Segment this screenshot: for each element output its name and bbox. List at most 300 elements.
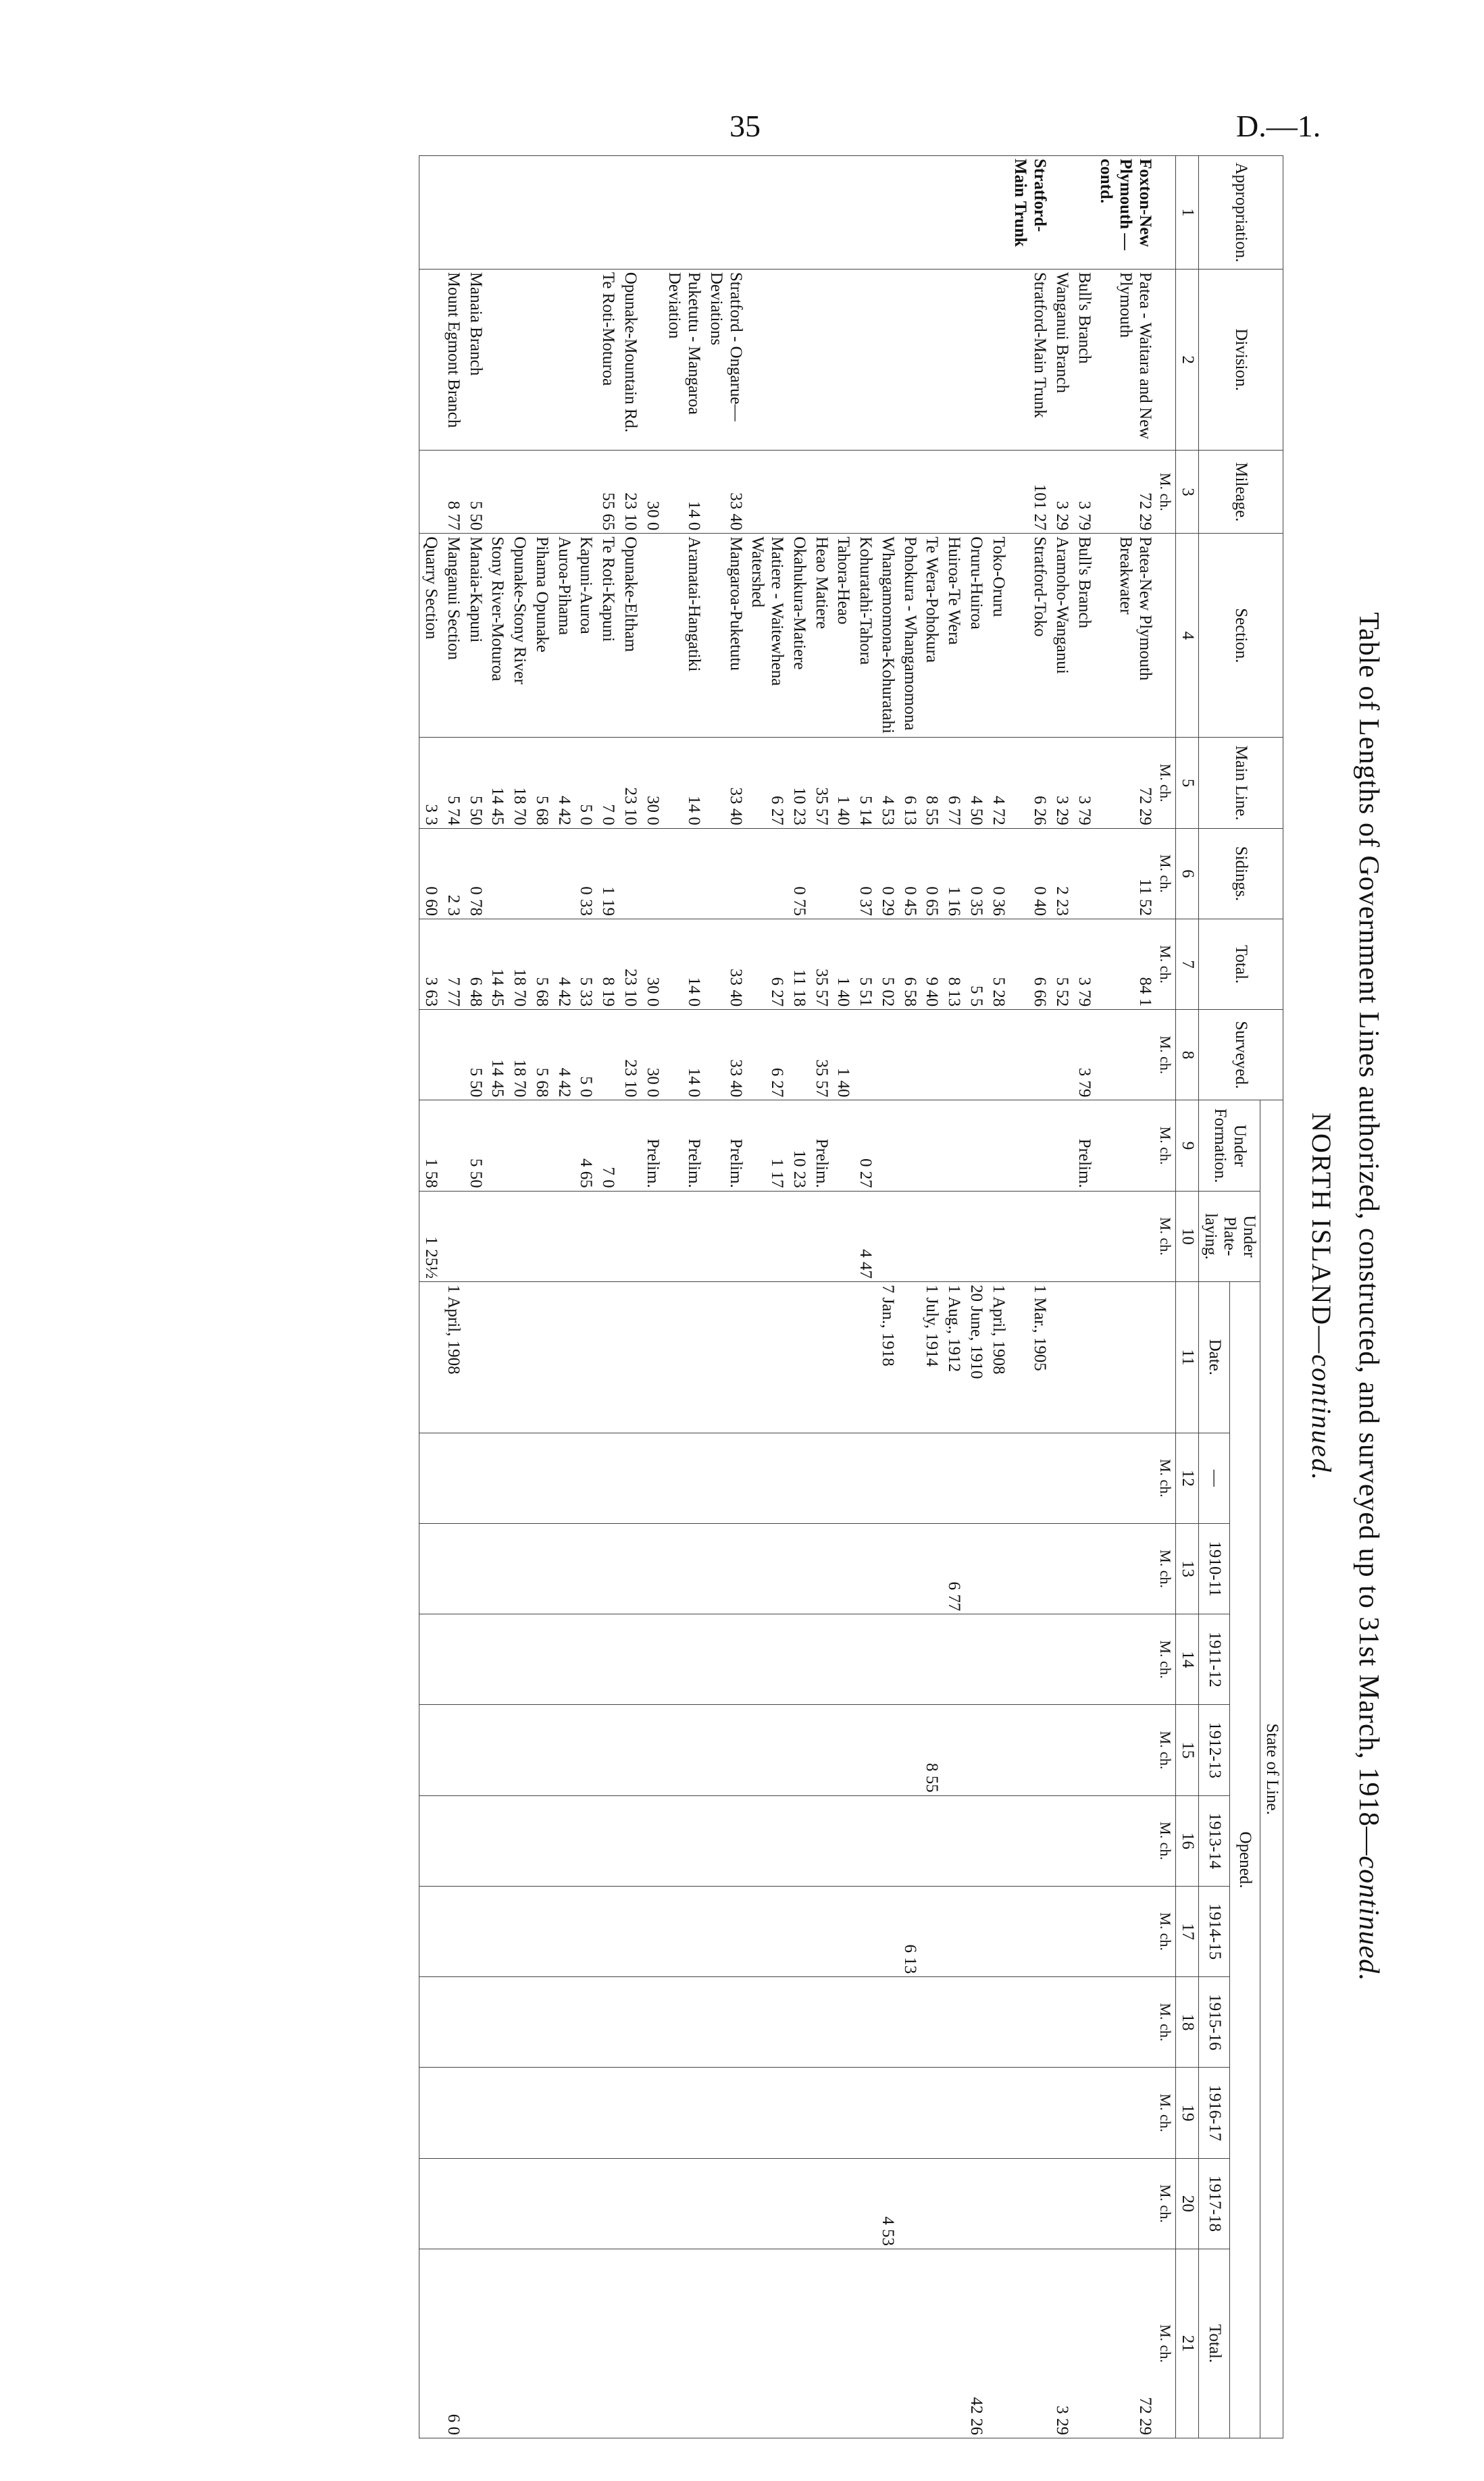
cell-col-8 xyxy=(876,1010,898,1100)
cell-col-16 xyxy=(486,1795,509,1886)
cell-col-14 xyxy=(746,1614,788,1705)
cell-col-16 xyxy=(832,1795,854,1886)
cell-col-3 xyxy=(486,451,509,534)
cell-col-9: 1 17 xyxy=(746,1100,788,1191)
cell-col-2: Patea - Waitara and New Plymouth xyxy=(1095,269,1156,451)
cell-col-4: Tahora-Heao xyxy=(832,534,854,738)
cell-col-11 xyxy=(746,1281,788,1433)
unit-label xyxy=(1156,156,1176,270)
cell-col-8 xyxy=(788,1010,810,1100)
cell-col-8 xyxy=(1009,1010,1051,1100)
cell-col-15 xyxy=(1073,1705,1095,1795)
unit-label xyxy=(1156,1281,1176,1433)
cell-col-10 xyxy=(464,1191,486,1281)
cell-col-14 xyxy=(876,1614,898,1705)
header-1911-12: 1911-12 xyxy=(1199,1614,1230,1705)
cell-col-16 xyxy=(705,1795,746,1886)
cell-col-8: 14 45 xyxy=(486,1010,509,1100)
cell-col-14 xyxy=(810,1614,832,1705)
cell-col-21 xyxy=(810,2249,832,2438)
cell-col-18 xyxy=(1009,1977,1051,2068)
cell-col-1: Stratford-Main Trunk xyxy=(1009,156,1051,270)
cell-col-4: Auroa-Pihama xyxy=(553,534,575,738)
cell-col-19 xyxy=(442,2068,464,2158)
cell-col-5: 5 0 xyxy=(575,738,597,828)
cell-col-20 xyxy=(1095,2158,1156,2249)
cell-col-13 xyxy=(596,1523,619,1614)
cell-col-21 xyxy=(705,2249,746,2438)
cell-col-17 xyxy=(575,1886,597,1976)
cell-col-16 xyxy=(854,1795,876,1886)
table-title-continued: continued. xyxy=(1353,1856,1384,1982)
cell-col-20 xyxy=(898,2158,921,2249)
cell-col-19 xyxy=(663,2068,705,2158)
cell-col-20 xyxy=(530,2158,553,2249)
cell-col-1 xyxy=(965,156,987,270)
cell-col-17 xyxy=(705,1886,746,1976)
cell-col-18 xyxy=(1095,1977,1156,2068)
cell-col-5: 6 27 xyxy=(746,738,788,828)
cell-col-1 xyxy=(641,156,663,270)
cell-col-15 xyxy=(596,1705,619,1795)
cell-col-2 xyxy=(832,269,854,451)
unit-label: M. ch. xyxy=(1156,1433,1176,1523)
cell-col-9: Prelim. xyxy=(810,1100,832,1191)
cell-col-18 xyxy=(987,1977,1009,2068)
cell-col-14 xyxy=(442,1614,464,1705)
cell-col-11 xyxy=(596,1281,619,1433)
cell-col-14 xyxy=(942,1614,965,1705)
cell-col-9 xyxy=(1009,1100,1051,1191)
table-title xyxy=(1352,155,1385,2438)
cell-col-18 xyxy=(788,1977,810,2068)
cell-col-11 xyxy=(832,1281,854,1433)
cell-col-11: 7 Jan., 1918 xyxy=(876,1281,898,1433)
cell-col-3 xyxy=(746,451,788,534)
column-number: 19 xyxy=(1176,2068,1199,2158)
page-number: 35 xyxy=(730,109,761,143)
cell-col-13 xyxy=(1095,1523,1156,1614)
cell-col-20: 4 53 xyxy=(876,2158,898,2249)
cell-col-4: Kohuratahi-Tahora xyxy=(854,534,876,738)
header-1917-18: 1917-18 xyxy=(1199,2158,1230,2249)
cell-col-7: 3 79 xyxy=(1073,919,1095,1009)
cell-col-18 xyxy=(876,1977,898,2068)
cell-col-15 xyxy=(788,1705,810,1795)
cell-col-14 xyxy=(553,1614,575,1705)
cell-col-19 xyxy=(596,2068,619,2158)
cell-col-18 xyxy=(854,1977,876,2068)
cell-col-15 xyxy=(854,1705,876,1795)
cell-col-6 xyxy=(663,828,705,919)
cell-col-6 xyxy=(553,828,575,919)
column-number: 17 xyxy=(1176,1886,1199,1976)
column-number: 10 xyxy=(1176,1191,1199,1281)
cell-col-5: 14 0 xyxy=(663,738,705,828)
cell-col-12 xyxy=(965,1433,987,1523)
cell-col-12 xyxy=(464,1433,486,1523)
cell-col-9 xyxy=(987,1100,1009,1191)
cell-col-20 xyxy=(663,2158,705,2249)
cell-col-12 xyxy=(898,1433,921,1523)
cell-col-7: 5 52 xyxy=(1050,919,1073,1009)
cell-col-18 xyxy=(442,1977,464,2068)
cell-col-11 xyxy=(464,1281,486,1433)
header-dash: — xyxy=(1199,1433,1230,1523)
cell-col-6: 1 16 xyxy=(942,828,965,919)
cell-col-7: 6 66 xyxy=(1009,919,1051,1009)
column-number: 4 xyxy=(1176,534,1199,738)
cell-col-7: 18 70 xyxy=(508,919,530,1009)
cell-col-15 xyxy=(832,1705,854,1795)
cell-col-20 xyxy=(419,2158,442,2249)
cell-col-10 xyxy=(596,1191,619,1281)
cell-col-9: 4 65 xyxy=(575,1100,597,1191)
cell-col-16 xyxy=(876,1795,898,1886)
cell-col-7: 5 28 xyxy=(987,919,1009,1009)
cell-col-10 xyxy=(1073,1191,1095,1281)
cell-col-4: Oruru-Huiroa xyxy=(965,534,987,738)
cell-col-21 xyxy=(575,2249,597,2438)
cell-col-14 xyxy=(575,1614,597,1705)
cell-col-3: 8 77 xyxy=(442,451,464,534)
cell-col-20 xyxy=(746,2158,788,2249)
cell-col-20 xyxy=(464,2158,486,2249)
cell-col-11 xyxy=(1050,1281,1073,1433)
column-number: 11 xyxy=(1176,1281,1199,1433)
cell-col-4: Okahukura-Matiere xyxy=(788,534,810,738)
cell-col-17 xyxy=(921,1886,943,1976)
column-number: 16 xyxy=(1176,1795,1199,1886)
column-number: 5 xyxy=(1176,738,1199,828)
cell-col-11 xyxy=(854,1281,876,1433)
table-row xyxy=(876,156,898,2438)
cell-col-7: 5 51 xyxy=(854,919,876,1009)
cell-col-1 xyxy=(442,156,464,270)
cell-col-5: 6 26 xyxy=(1009,738,1051,828)
cell-col-4: Te Wera-Pohokura xyxy=(921,534,943,738)
cell-col-9: 7 0 xyxy=(596,1100,619,1191)
cell-col-8: 18 70 xyxy=(508,1010,530,1100)
cell-col-18 xyxy=(921,1977,943,2068)
cell-col-19 xyxy=(419,2068,442,2158)
cell-col-7: 14 0 xyxy=(663,919,705,1009)
cell-col-13 xyxy=(898,1523,921,1614)
cell-col-14 xyxy=(788,1614,810,1705)
cell-col-2 xyxy=(854,269,876,451)
cell-col-17 xyxy=(1095,1886,1156,1976)
cell-col-21 xyxy=(746,2249,788,2438)
cell-col-10 xyxy=(553,1191,575,1281)
column-number: 1 xyxy=(1176,156,1199,270)
cell-col-19 xyxy=(705,2068,746,2158)
cell-col-3 xyxy=(987,451,1009,534)
cell-col-20 xyxy=(810,2158,832,2249)
cell-col-6: 0 37 xyxy=(854,828,876,919)
cell-col-8 xyxy=(596,1010,619,1100)
table-row xyxy=(530,156,553,2438)
cell-col-19 xyxy=(832,2068,854,2158)
cell-col-3 xyxy=(553,451,575,534)
cell-col-21 xyxy=(508,2249,530,2438)
cell-col-16 xyxy=(575,1795,597,1886)
cell-col-10 xyxy=(810,1191,832,1281)
cell-col-1 xyxy=(1050,156,1073,270)
cell-col-13 xyxy=(987,1523,1009,1614)
cell-col-3 xyxy=(898,451,921,534)
cell-col-4: Manaia-Kapuni xyxy=(464,534,486,738)
cell-col-13 xyxy=(553,1523,575,1614)
cell-col-19 xyxy=(575,2068,597,2158)
table-row xyxy=(663,156,705,2438)
cell-col-11 xyxy=(810,1281,832,1433)
cell-col-7: 4 42 xyxy=(553,919,575,1009)
cell-col-15 xyxy=(641,1705,663,1795)
cell-col-1 xyxy=(705,156,746,270)
column-number: 2 xyxy=(1176,269,1199,451)
table-row xyxy=(508,156,530,2438)
cell-col-2 xyxy=(876,269,898,451)
cell-col-4: Te Roti-Kapuni xyxy=(596,534,619,738)
cell-col-3: 33 40 xyxy=(705,451,746,534)
cell-col-6: 0 60 xyxy=(419,828,442,919)
cell-col-18 xyxy=(663,1977,705,2068)
header-under-platelaying: Under Plate-laying. xyxy=(1199,1191,1260,1281)
cell-col-20 xyxy=(987,2158,1009,2249)
header-section: Section. xyxy=(1199,534,1283,738)
cell-col-8: 1 40 xyxy=(832,1010,854,1100)
cell-col-14 xyxy=(530,1614,553,1705)
cell-col-21 xyxy=(921,2249,943,2438)
cell-col-8 xyxy=(987,1010,1009,1100)
cell-col-19 xyxy=(854,2068,876,2158)
cell-col-13 xyxy=(486,1523,509,1614)
cell-col-12 xyxy=(876,1433,898,1523)
cell-col-21 xyxy=(464,2249,486,2438)
cell-col-21 xyxy=(1009,2249,1051,2438)
table-row xyxy=(965,156,987,2438)
cell-col-16 xyxy=(788,1795,810,1886)
cell-col-1 xyxy=(464,156,486,270)
cell-col-7: 1 40 xyxy=(832,919,854,1009)
table-row xyxy=(1073,156,1095,2438)
cell-col-7: 5 5 xyxy=(965,919,987,1009)
cell-col-5: 4 53 xyxy=(876,738,898,828)
cell-col-13 xyxy=(508,1523,530,1614)
cell-col-3 xyxy=(832,451,854,534)
cell-col-1 xyxy=(486,156,509,270)
header-1912-13: 1912-13 xyxy=(1199,1705,1230,1795)
unit-label xyxy=(1156,269,1176,451)
cell-col-18 xyxy=(1073,1977,1095,2068)
cell-col-15 xyxy=(810,1705,832,1795)
cell-col-1 xyxy=(575,156,597,270)
cell-col-4: Opunake-Stony River xyxy=(508,534,530,738)
cell-col-16 xyxy=(596,1795,619,1886)
cell-col-1 xyxy=(553,156,575,270)
cell-col-5: 5 68 xyxy=(530,738,553,828)
cell-col-14 xyxy=(619,1614,641,1705)
unit-label: M. ch. xyxy=(1156,919,1176,1009)
cell-col-15 xyxy=(942,1705,965,1795)
unit-label: M. ch. xyxy=(1156,1977,1176,2068)
cell-col-12 xyxy=(1073,1433,1095,1523)
header-total: Total. xyxy=(1199,919,1283,1009)
cell-col-19 xyxy=(1095,2068,1156,2158)
cell-col-18 xyxy=(1050,1977,1073,2068)
cell-col-12 xyxy=(663,1433,705,1523)
table-row xyxy=(921,156,943,2438)
cell-col-21 xyxy=(987,2249,1009,2438)
header-sidings: Sidings. xyxy=(1199,828,1283,919)
cell-col-5: 1 40 xyxy=(832,738,854,828)
cell-col-6: 0 65 xyxy=(921,828,943,919)
cell-col-13 xyxy=(464,1523,486,1614)
column-number: 8 xyxy=(1176,1010,1199,1100)
cell-col-5: 5 74 xyxy=(442,738,464,828)
cell-col-3 xyxy=(854,451,876,534)
cell-col-19 xyxy=(1050,2068,1073,2158)
cell-col-19 xyxy=(987,2068,1009,2158)
cell-col-10 xyxy=(1050,1191,1073,1281)
cell-col-2 xyxy=(810,269,832,451)
cell-col-7: 5 33 xyxy=(575,919,597,1009)
unit-row xyxy=(1156,156,1176,2438)
cell-col-16 xyxy=(942,1795,965,1886)
cell-col-12 xyxy=(419,1433,442,1523)
cell-col-4: Manganui Section xyxy=(442,534,464,738)
cell-col-13 xyxy=(1009,1523,1051,1614)
cell-col-16 xyxy=(1073,1795,1095,1886)
cell-col-5: 7 0 xyxy=(596,738,619,828)
cell-col-15 xyxy=(898,1705,921,1795)
cell-col-3: 3 79 xyxy=(1073,451,1095,534)
header-under-formation: Under Formation. xyxy=(1199,1100,1260,1191)
cell-col-3 xyxy=(788,451,810,534)
cell-col-9: Prelim. xyxy=(705,1100,746,1191)
cell-col-12 xyxy=(832,1433,854,1523)
cell-col-17 xyxy=(987,1886,1009,1976)
cell-col-1 xyxy=(987,156,1009,270)
cell-col-20 xyxy=(641,2158,663,2249)
cell-col-15 xyxy=(663,1705,705,1795)
cell-col-19 xyxy=(746,2068,788,2158)
cell-col-2 xyxy=(486,269,509,451)
cell-col-5: 4 50 xyxy=(965,738,987,828)
cell-col-19 xyxy=(486,2068,509,2158)
cell-col-17 xyxy=(1073,1886,1095,1976)
cell-col-6: 0 36 xyxy=(987,828,1009,919)
column-number: 7 xyxy=(1176,919,1199,1009)
cell-col-12 xyxy=(746,1433,788,1523)
cell-col-13 xyxy=(575,1523,597,1614)
cell-col-15 xyxy=(575,1705,597,1795)
cell-col-16 xyxy=(530,1795,553,1886)
unit-label: M. ch. xyxy=(1156,1886,1176,1976)
cell-col-21 xyxy=(942,2249,965,2438)
cell-col-8: 3 79 xyxy=(1073,1010,1095,1100)
cell-col-18 xyxy=(619,1977,641,2068)
cell-col-6 xyxy=(530,828,553,919)
table-row xyxy=(596,156,619,2438)
cell-col-5: 14 45 xyxy=(486,738,509,828)
cell-col-2: Te Roti-Moturoa xyxy=(596,269,619,451)
header-1910-11: 1910-11 xyxy=(1199,1523,1230,1614)
table-row xyxy=(898,156,921,2438)
cell-col-14 xyxy=(1009,1614,1051,1705)
cell-col-8 xyxy=(419,1010,442,1100)
cell-col-13 xyxy=(746,1523,788,1614)
cell-col-2 xyxy=(508,269,530,451)
cell-col-11: 1 April, 1908 xyxy=(987,1281,1009,1433)
cell-col-21 xyxy=(663,2249,705,2438)
cell-col-17 xyxy=(530,1886,553,1976)
cell-col-14 xyxy=(486,1614,509,1705)
cell-col-11 xyxy=(641,1281,663,1433)
cell-col-17 xyxy=(854,1886,876,1976)
cell-col-10 xyxy=(486,1191,509,1281)
cell-col-14 xyxy=(596,1614,619,1705)
cell-col-12 xyxy=(619,1433,641,1523)
table-row xyxy=(942,156,965,2438)
cell-col-11 xyxy=(1073,1281,1095,1433)
cell-col-7: 84 1 xyxy=(1095,919,1156,1009)
header-date: Date. xyxy=(1199,1281,1230,1433)
cell-col-6: 11 52 xyxy=(1095,828,1156,919)
cell-col-9: Prelim. xyxy=(1073,1100,1095,1191)
cell-col-20 xyxy=(921,2158,943,2249)
cell-col-17 xyxy=(442,1886,464,1976)
cell-col-12 xyxy=(596,1433,619,1523)
cell-col-11 xyxy=(553,1281,575,1433)
cell-col-18 xyxy=(419,1977,442,2068)
cell-col-15 xyxy=(746,1705,788,1795)
cell-col-1 xyxy=(788,156,810,270)
cell-col-5: 23 10 xyxy=(619,738,641,828)
header-appropriation: Appropriation. xyxy=(1199,156,1283,270)
cell-col-9 xyxy=(1050,1100,1073,1191)
column-number: 3 xyxy=(1176,451,1199,534)
cell-col-2 xyxy=(553,269,575,451)
cell-col-2 xyxy=(641,269,663,451)
table-row xyxy=(854,156,876,2438)
cell-col-5: 3 79 xyxy=(1073,738,1095,828)
cell-col-13 xyxy=(810,1523,832,1614)
cell-col-19 xyxy=(876,2068,898,2158)
cell-col-20 xyxy=(442,2158,464,2249)
cell-col-6 xyxy=(641,828,663,919)
cell-col-19 xyxy=(464,2068,486,2158)
cell-col-14 xyxy=(641,1614,663,1705)
header-mileage: Mileage. xyxy=(1199,451,1283,534)
cell-col-15 xyxy=(419,1705,442,1795)
table-row xyxy=(810,156,832,2438)
cell-col-8: 14 0 xyxy=(663,1010,705,1100)
unit-label: M. ch. xyxy=(1156,2068,1176,2158)
cell-col-15 xyxy=(508,1705,530,1795)
cell-col-12 xyxy=(788,1433,810,1523)
cell-col-8 xyxy=(854,1010,876,1100)
cell-col-20 xyxy=(832,2158,854,2249)
cell-col-18 xyxy=(575,1977,597,2068)
cell-col-8 xyxy=(442,1010,464,1100)
cell-col-7: 9 40 xyxy=(921,919,943,1009)
cell-col-16 xyxy=(442,1795,464,1886)
cell-col-5: 4 72 xyxy=(987,738,1009,828)
cell-col-19 xyxy=(1073,2068,1095,2158)
cell-col-2 xyxy=(965,269,987,451)
cell-col-5: 6 13 xyxy=(898,738,921,828)
